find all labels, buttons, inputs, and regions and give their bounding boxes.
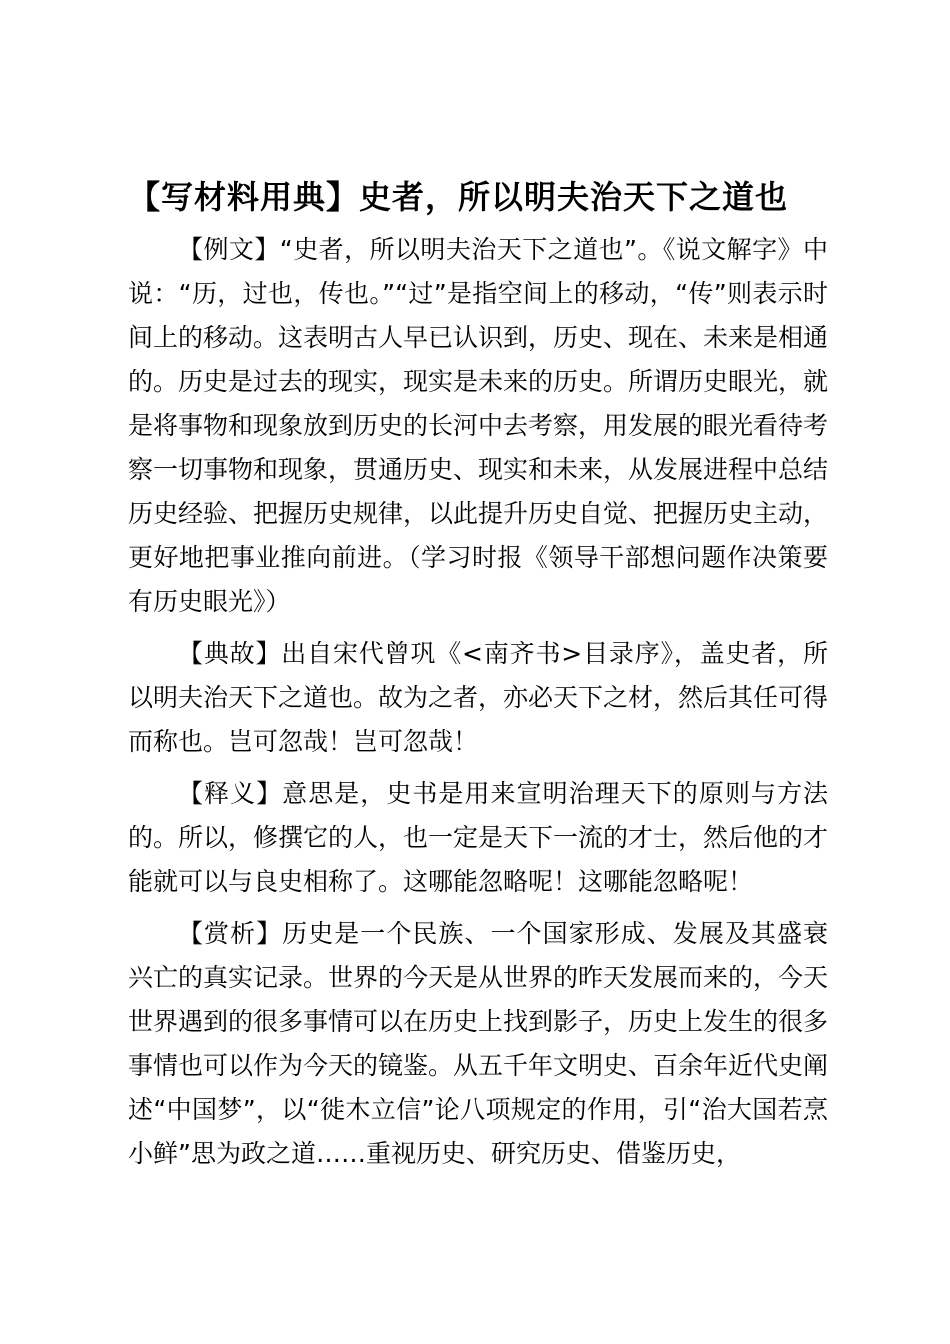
allusion-paragraph [128, 632, 828, 764]
article-body [128, 228, 828, 1184]
analysis-paragraph [128, 912, 828, 1176]
allusion-text: 出自宋代曾巩《<南齐书>目录序》，盖史者，所以明夫治天下之道也。故为之者，亦必天下之材，然后其任可得而称也。岂可忽哉！岂可忽哉！ [128, 639, 829, 756]
analysis-text: 历史是一个民族、一个国家形成、发展及其盛衰兴亡的真实记录。世界的今天是从世界的昨天发展而来的，今天世界遇到的很多事情可以在历史上找到影子，历史上发生的很多事情也可以作为今天的镜鉴。从五千年文明史、百余年近代史阐述“中国梦”，以“徙木立信”论八项规定的作用，引“治大国若烹小鲜”思为政之道……重视历史、研究历史、借鉴历史， [128, 919, 829, 1168]
meaning-tag: 【释义】 [178, 779, 283, 808]
meaning-text: 意思是，史书是用来宣明治理天下的原则与方法的。所以，修撰它的人，也一定是天下一流的才士，然后他的才能就可以与良史相称了。这哪能忽略呢！这哪能忽略呢！ [128, 779, 829, 896]
page-title: 【写材料用典】史者，所以明夫治天下之道也 [128, 178, 789, 216]
analysis-tag: 【赏析】 [178, 919, 283, 948]
example-text: “史者，所以明夫治天下之道也”。《说文解字》中说：“历，过也，传也。”“过”是指空间上的移动，“传”则表示时间上的移动。这表明古人早已认识到，历史、现在、未来是相通的。历史是过去的现实，现实是未来的历史。所谓历史眼光，就是将事物和现象放到历史的长河中去考察，用发展的眼光看待考察一切事物和现象，贯通历史、现实和未来，从发展进程中总结历史经验、把握历史规律，以此提升历史自觉、把握历史主动，更好地把事业推向前进。（学习时报《领导干部想问题作决策要有历史眼光》） [128, 235, 829, 616]
allusion-tag: 【典故】 [178, 639, 282, 668]
meaning-paragraph [128, 772, 828, 904]
example-paragraph [128, 228, 828, 624]
example-tag: 【例文】 [178, 235, 280, 264]
